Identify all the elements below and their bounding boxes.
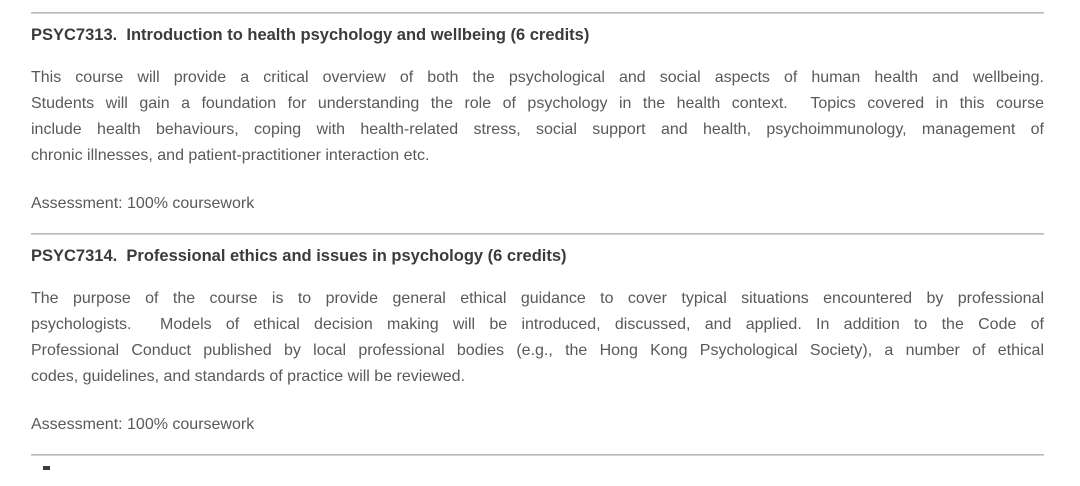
- description-line: codes, guidelines, and standards of practice will be reviewed.: [31, 368, 466, 385]
- description-line: Professional Conduct published by local professional bodies (e.g., the Hong Kong Psychological Society), a number of ethical: [31, 342, 1044, 359]
- section-divider: [31, 233, 1044, 235]
- course-description: [31, 65, 1044, 169]
- description-line: This course will provide a critical overview of both the psychological and social aspects of human health and wellbeing.: [31, 69, 1044, 86]
- assessment-text: Assessment: 100% coursework: [31, 195, 255, 212]
- description-line: The purpose of the course is to provide general ethical guidance to cover typical situations encountered by professional: [31, 290, 1044, 307]
- course-heading: PSYC7314. Professional ethics and issues in psychology (6 credits): [31, 247, 567, 265]
- course-description: [31, 286, 1044, 390]
- course-list: [31, 12, 1044, 474]
- description-line: psychologists. Models of ethical decision making will be introduced, discussed, and applied. In addition to the Code of: [31, 316, 1044, 333]
- course-section-psyc7314: [31, 233, 1044, 438]
- next-course-section-partial: [31, 454, 1044, 474]
- course-heading: PSYC7313. Introduction to health psychology and wellbeing (6 credits): [31, 26, 590, 44]
- course-section-psyc7313: [31, 12, 1044, 217]
- description-line: chronic illnesses, and patient-practitioner interaction etc.: [31, 147, 430, 164]
- assessment-text: Assessment: 100% coursework: [31, 416, 255, 433]
- section-divider: [31, 454, 1044, 456]
- section-divider: [31, 12, 1044, 14]
- description-line: include health behaviours, coping with health-related stress, social support and health, psychoimmunology, management of: [31, 121, 1044, 138]
- partial-next-heading-fragment: [43, 466, 50, 470]
- description-line: Students will gain a foundation for understanding the role of psychology in the health context. Topics covered in this course: [31, 95, 1044, 112]
